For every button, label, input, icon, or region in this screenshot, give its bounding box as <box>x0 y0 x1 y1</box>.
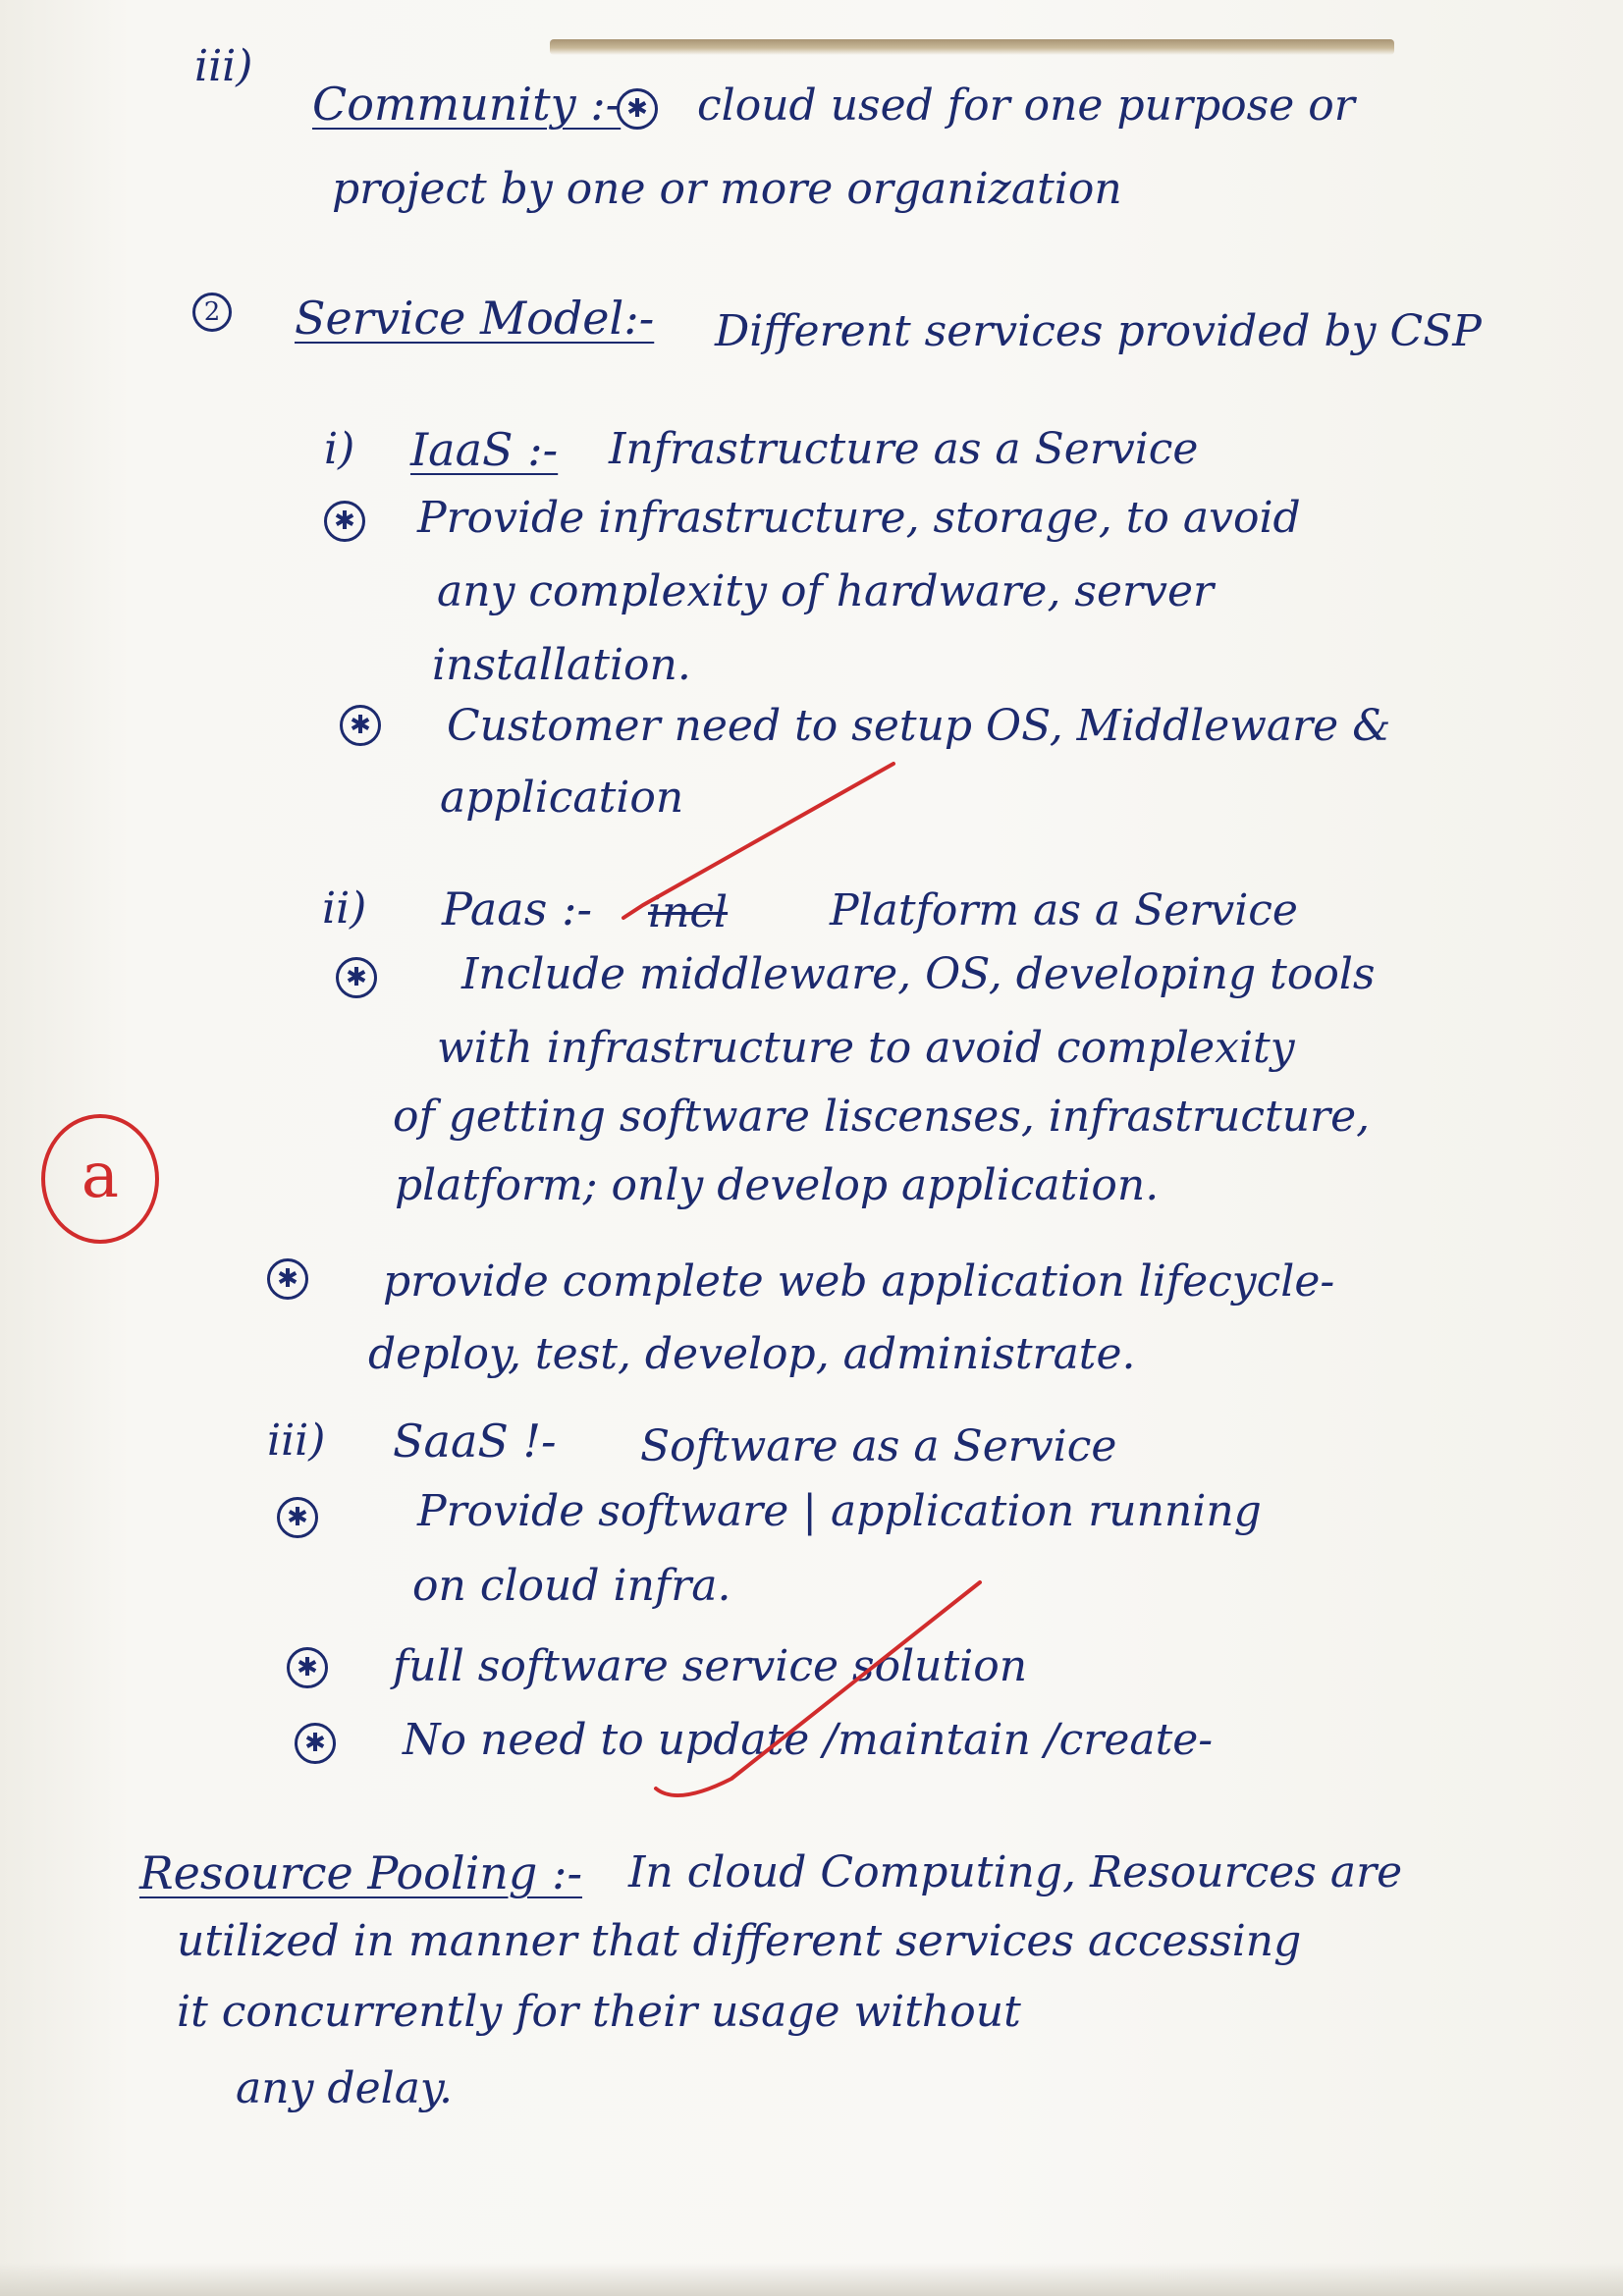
community-text-line1: cloud used for one purpose or <box>697 80 1355 131</box>
iaas-bullet1-line2: any complexity of hardware, server <box>437 566 1215 616</box>
iaas-bullet2-line1: Customer need to setup OS, Middleware & <box>447 701 1391 751</box>
paas-bullet1-line4: platform; only develop application. <box>395 1160 1160 1210</box>
saas-bullet2-line1: full software service solution <box>393 1641 1028 1691</box>
saas-bullet1-line2: on cloud infra. <box>412 1561 731 1611</box>
star-bullet-icon: ✱ <box>324 501 365 542</box>
saas-bullet3-line1: No need to update /maintain /create- <box>403 1715 1214 1765</box>
saas-bullet1-line1: Provide software | application running <box>417 1486 1262 1536</box>
section-number: 2 <box>192 293 232 332</box>
paas-bullet1-line3: of getting software liscenses, infrastructure, <box>393 1092 1371 1142</box>
community-heading: Community :- <box>312 78 622 131</box>
star-bullet-icon: ✱ <box>340 705 381 746</box>
paas-heading: Paas :- <box>442 882 593 935</box>
grading-circle-mark: a <box>41 1114 159 1244</box>
paas-bullet1-line2: with infrastructure to avoid complexity <box>437 1023 1295 1073</box>
iaas-numeral: i) <box>324 424 355 474</box>
page-bottom-edge <box>0 2263 1623 2296</box>
resource-pooling-heading: Resource Pooling :- <box>139 1846 583 1899</box>
saas-numeral: iii) <box>267 1415 326 1466</box>
star-bullet-icon: ✱ <box>267 1258 308 1300</box>
saas-full-name: Software as a Service <box>640 1421 1117 1471</box>
iaas-bullet1-line1: Provide infrastructure, storage, to avoid <box>417 493 1301 543</box>
community-text-line2: project by one or more organization <box>332 164 1122 214</box>
iaas-heading: IaaS :- <box>410 423 559 476</box>
iaas-bullet1-line3: installation. <box>432 640 691 690</box>
paas-bullet2-line2: deploy, test, develop, administrate. <box>368 1329 1136 1379</box>
resource-pooling-line3: it concurrently for their usage without <box>177 1987 1021 2037</box>
paas-full-name: Platform as a Service <box>830 885 1298 935</box>
paas-struck-word: incl <box>648 887 729 937</box>
service-model-heading: Service Model:- <box>295 292 655 345</box>
red-tick-stroke-lower <box>656 1582 980 1795</box>
saas-heading: SaaS !- <box>393 1415 557 1468</box>
star-bullet-icon: ✱ <box>277 1497 318 1538</box>
star-bullet-icon: ✱ <box>295 1723 336 1764</box>
resource-pooling-line2: utilized in manner that different services accessing <box>177 1916 1302 1966</box>
community-numeral: iii) <box>194 41 253 91</box>
star-bullet-icon: ✱ <box>336 957 377 998</box>
paas-numeral: ii) <box>322 883 367 934</box>
resource-pooling-line1: In cloud Computing, Resources are <box>628 1847 1403 1897</box>
service-model-description: Different services provided by CSP <box>715 306 1482 356</box>
star-bullet-icon: ✱ <box>287 1647 328 1688</box>
resource-pooling-line4: any delay. <box>236 2063 453 2113</box>
paas-bullet2-line1: provide complete web application lifecycle- <box>383 1256 1335 1307</box>
iaas-bullet2-line2: application <box>440 773 684 823</box>
iaas-full-name: Infrastructure as a Service <box>609 424 1199 474</box>
star-bullet-icon: ✱ <box>617 88 658 130</box>
red-tick-stroke-upper <box>623 764 893 918</box>
paas-bullet1-line1: Include middleware, OS, developing tools <box>461 949 1376 999</box>
